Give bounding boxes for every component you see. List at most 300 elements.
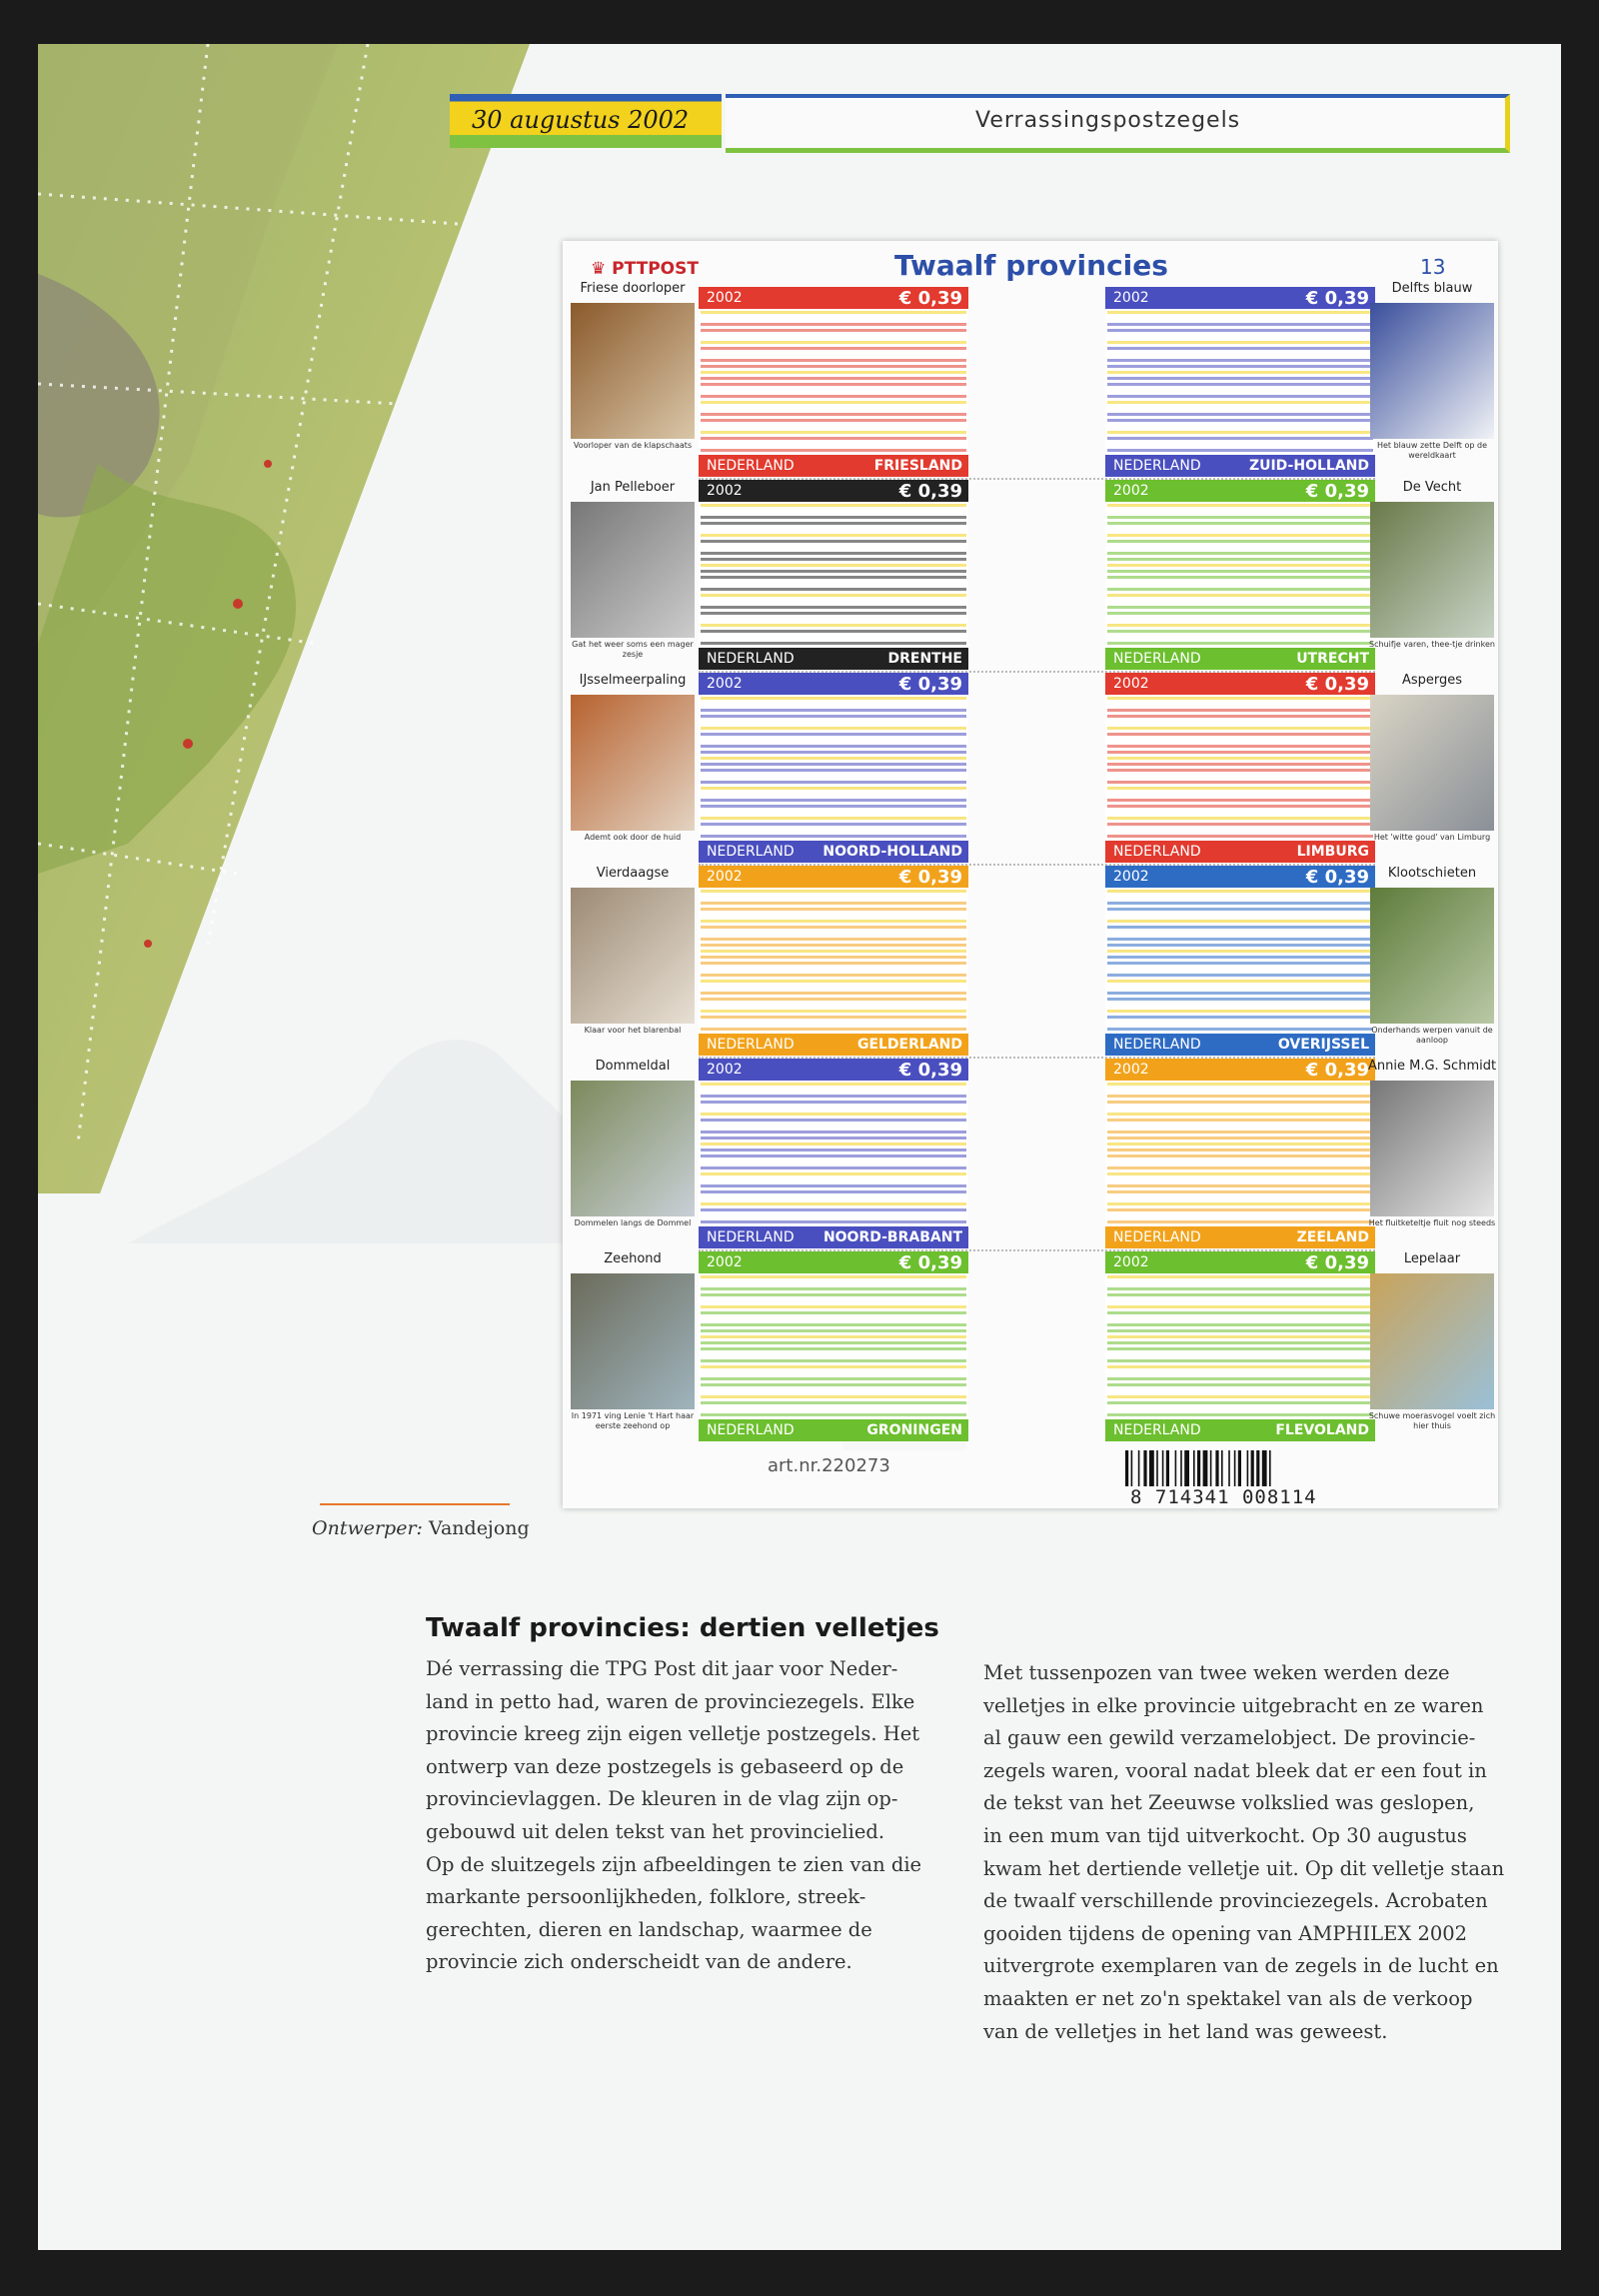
stamp-value: € 0,39 xyxy=(1305,288,1369,309)
stamp-text-line xyxy=(701,1401,966,1404)
barcode-bar xyxy=(1269,1450,1271,1486)
stamp-limburg xyxy=(1105,673,1375,863)
stamp-province: FRIESLAND xyxy=(873,458,962,474)
stamp-country: NEDERLAND xyxy=(707,651,795,667)
stamp-text-line xyxy=(701,624,966,627)
stamp-bottom-band xyxy=(1105,455,1375,477)
designer-name: Vandejong xyxy=(428,1517,530,1539)
stamp-text-line xyxy=(1107,552,1373,555)
stamp-text-line xyxy=(1107,443,1373,446)
side-tab-title: Friese doorloper xyxy=(580,281,686,296)
stamp-drenthe xyxy=(699,480,968,670)
stamp-text-line xyxy=(701,1293,966,1296)
stamp-text-line xyxy=(1107,401,1373,404)
stamp-text-line xyxy=(1107,902,1373,905)
stamp-text-line xyxy=(701,902,966,905)
stamp-text-flag-design xyxy=(699,695,968,841)
article-line: gooiden tijdens de opening van AMPHILEX 2002 xyxy=(983,1921,1468,1945)
article-line: markante persoonlijkheden, folklore, streek- xyxy=(426,1885,866,1909)
side-tab-title: Klootschieten xyxy=(1387,866,1477,881)
stamp-text-line xyxy=(701,431,966,434)
stamp-text-line xyxy=(1107,1131,1373,1134)
perforation-line xyxy=(699,1249,1375,1251)
stamp-text-flag-design xyxy=(699,502,968,648)
stamp-value: € 0,39 xyxy=(1305,481,1369,502)
stamp-text-line xyxy=(1107,944,1373,947)
stamp-text-line xyxy=(701,1287,966,1290)
stamp-text-line xyxy=(1107,317,1373,320)
stamp-text-line xyxy=(1107,612,1373,615)
stamp-year: 2002 xyxy=(1113,1062,1149,1078)
side-tab-caption: Schuwe moerasvogel voelt zich hier thuis xyxy=(1368,1411,1496,1430)
stamp-text-line xyxy=(1107,1083,1373,1086)
stamp-text-flag-design xyxy=(1105,695,1375,841)
stamp-text-line xyxy=(701,992,966,995)
stamp-text-line xyxy=(701,413,966,416)
stamp-text-line xyxy=(1107,558,1373,561)
barcode-bar xyxy=(1175,1450,1177,1486)
stamp-text-line xyxy=(1107,956,1373,959)
stamp-text-line xyxy=(701,727,966,730)
side-tab-photo xyxy=(571,888,695,1024)
stamp-text-line xyxy=(701,1107,966,1110)
stamp-text-line xyxy=(1107,1275,1373,1278)
stamp-text-line xyxy=(1107,727,1373,730)
barcode-bar xyxy=(1247,1450,1249,1486)
stamp-province: LIMBURG xyxy=(1296,844,1369,860)
stamp-bottom-band xyxy=(1105,648,1375,670)
stamp-sheet xyxy=(563,241,1498,1508)
article-line: kwam het dertiende velletje uit. Op dit velletje staan xyxy=(983,1856,1505,1880)
stamp-text-line xyxy=(1107,1178,1373,1181)
stamp-text-line xyxy=(701,1131,966,1134)
perforation-line xyxy=(699,478,1375,480)
stamp-text-line xyxy=(1107,799,1373,802)
side-tab-caption: Het blauw zette Delft op de wereldkaart xyxy=(1376,441,1487,460)
stamp-province: UTRECHT xyxy=(1296,651,1369,667)
stamp-text-line xyxy=(701,1311,966,1314)
stamp-text-line xyxy=(701,552,966,555)
stamp-text-line xyxy=(1107,811,1373,814)
stamp-text-line xyxy=(701,1095,966,1098)
stamp-text-line xyxy=(1107,582,1373,585)
stamp-text-line xyxy=(701,401,966,404)
stamp-text-line xyxy=(701,1323,966,1326)
side-tab-photo xyxy=(1370,1081,1494,1216)
stamp-text-line xyxy=(1107,709,1373,712)
stamp-year: 2002 xyxy=(1113,869,1149,885)
stamp-text-line xyxy=(701,419,966,422)
stamp-text-line xyxy=(701,1305,966,1308)
stamp-text-line xyxy=(1107,757,1373,760)
side-tab-right_labels-2 xyxy=(1368,673,1496,863)
stamp-text-line xyxy=(701,938,966,941)
stamp-text-line xyxy=(1107,1028,1373,1031)
side-tab-right_labels-1 xyxy=(1368,480,1496,670)
stamp-country: NEDERLAND xyxy=(1113,1037,1201,1053)
stamp-text-line xyxy=(1107,534,1373,537)
stamp-text-line xyxy=(1107,932,1373,935)
stamp-text-line xyxy=(1107,745,1373,748)
stamp-noord-brabant xyxy=(699,1059,968,1248)
stamp-text-line xyxy=(701,733,966,736)
stamp-text-line xyxy=(701,365,966,368)
stamp-text-line xyxy=(701,703,966,706)
stamp-country: NEDERLAND xyxy=(1113,1422,1201,1438)
stamp-text-line xyxy=(1107,425,1373,428)
side-tab-right_labels-3 xyxy=(1368,866,1496,1056)
side-tab-caption: Onderhands werpen vanuit de aanloop xyxy=(1371,1026,1493,1045)
sheet-logo-text: PTTPOST xyxy=(612,259,699,279)
stamp-text-line xyxy=(1107,914,1373,917)
stamp-text-line xyxy=(701,510,966,513)
stamp-text-line xyxy=(1107,769,1373,772)
stamp-text-line xyxy=(701,1359,966,1362)
stamp-text-line xyxy=(1107,1202,1373,1205)
stamp-noord-holland xyxy=(699,673,968,863)
stamp-text-line xyxy=(701,570,966,573)
stamp-text-line xyxy=(701,504,966,507)
stamp-text-line xyxy=(701,407,966,410)
stamp-text-line xyxy=(701,799,966,802)
stamp-text-line xyxy=(1107,980,1373,983)
stamp-text-line xyxy=(701,1275,966,1278)
stamp-text-line xyxy=(1107,787,1373,790)
stamp-text-line xyxy=(701,449,966,452)
stamp-text-line xyxy=(701,956,966,959)
side-tab-title: Asperges xyxy=(1401,673,1463,688)
stamp-text-line xyxy=(1107,329,1373,332)
stamp-text-line xyxy=(1107,805,1373,808)
side-tab-caption: In 1971 ving Lenie 't Hart haar eerste zeehond op xyxy=(571,1411,695,1430)
stamp-text-line xyxy=(701,697,966,700)
stamp-text-line xyxy=(1107,1341,1373,1344)
stamp-text-line xyxy=(701,1172,966,1175)
article-column-2 xyxy=(983,1657,1523,2048)
stamp-text-line xyxy=(1107,1317,1373,1320)
side-tab-title: Dommeldal xyxy=(595,1059,671,1074)
stamp-text-line xyxy=(701,968,966,971)
article-line: de tekst van het Zeeuwse volkslied was geslopen, xyxy=(983,1791,1475,1815)
stamp-text-line xyxy=(1107,763,1373,766)
stamp-top-band xyxy=(1105,1251,1375,1273)
stamp-top-band xyxy=(699,1251,968,1273)
stamp-text-line xyxy=(701,600,966,603)
stamp-text-line xyxy=(701,588,966,591)
stamp-text-line xyxy=(1107,1407,1373,1410)
stamp-text-line xyxy=(1107,413,1373,416)
stamp-text-line xyxy=(701,745,966,748)
stamp-text-line xyxy=(701,383,966,386)
stamp-country: NEDERLAND xyxy=(707,844,795,860)
stamp-zeeland xyxy=(1105,1059,1375,1248)
barcode-number: 8 714341 008114 xyxy=(1130,1486,1317,1508)
header-title: Verrassingspostzegels xyxy=(975,108,1241,133)
side-tab-right_labels-4 xyxy=(1368,1059,1496,1248)
stamp-groningen xyxy=(699,1251,968,1441)
stamp-text-line xyxy=(701,1281,966,1284)
stamp-text-line xyxy=(1107,1413,1373,1416)
stamp-top-band xyxy=(699,1059,968,1081)
side-tab-title: Zeehond xyxy=(604,1251,662,1266)
header-date-band xyxy=(450,94,722,148)
article-line: uitvergrote exemplaren van de zegels in de lucht en xyxy=(983,1954,1499,1978)
ptt-post-logo xyxy=(591,259,699,279)
stamp-text-line xyxy=(701,1143,966,1146)
stamp-text-line xyxy=(701,1083,966,1086)
stamp-value: € 0,39 xyxy=(898,288,962,309)
stamp-text-line xyxy=(701,1184,966,1187)
side-tab-photo xyxy=(571,303,695,439)
stamp-text-line xyxy=(1107,1089,1373,1092)
stamp-text-line xyxy=(1107,570,1373,573)
perforation-line xyxy=(699,671,1375,673)
stamp-text-line xyxy=(1107,697,1373,700)
side-tab-photo xyxy=(1370,888,1494,1024)
stamp-text-line xyxy=(1107,359,1373,362)
stamp-text-line xyxy=(1107,395,1373,398)
stamp-text-line xyxy=(1107,703,1373,706)
stamp-text-line xyxy=(1107,974,1373,977)
side-tab-caption: Het fluitketeltje fluit nog steeds xyxy=(1368,1218,1496,1227)
stamp-text-line xyxy=(701,1101,966,1104)
stamp-text-line xyxy=(701,920,966,923)
stamp-text-line xyxy=(701,908,966,911)
stamp-text-line xyxy=(1107,1154,1373,1157)
article-line: land in petto had, waren de provinciezegels. Elke xyxy=(426,1689,915,1713)
stamp-text-line xyxy=(701,932,966,935)
stamp-text-flag-design xyxy=(699,309,968,455)
stamp-text-line xyxy=(1107,998,1373,1001)
side-tab-title: Annie M.G. Schmidt xyxy=(1368,1059,1497,1074)
barcode-bar xyxy=(1125,1450,1128,1486)
barcode-bar xyxy=(1184,1450,1189,1486)
stamp-text-line xyxy=(1107,1395,1373,1398)
side-tab-photo xyxy=(1370,695,1494,831)
stamp-text-line xyxy=(1107,1137,1373,1140)
article-line: Op de sluitzegels zijn afbeeldingen te zien van die xyxy=(426,1852,922,1876)
article-number: art.nr.220273 xyxy=(768,1455,890,1476)
stamp-text-line xyxy=(1107,1148,1373,1151)
stamp-bottom-band xyxy=(1105,841,1375,863)
stamp-province: ZEELAND xyxy=(1296,1229,1369,1245)
stamp-text-line xyxy=(1107,1389,1373,1392)
article-line: al gauw een gewild verzamelobject. De provincie- xyxy=(983,1726,1476,1750)
side-tab-photo xyxy=(1370,502,1494,638)
stamp-bottom-band xyxy=(1105,1419,1375,1441)
stamp-text-line xyxy=(701,1377,966,1380)
stamp-text-line xyxy=(701,739,966,742)
stamp-text-line xyxy=(701,1371,966,1374)
stamp-text-line xyxy=(701,371,966,374)
stamp-text-flag-design xyxy=(1105,888,1375,1034)
stamp-text-line xyxy=(1107,389,1373,392)
stamp-text-line xyxy=(1107,546,1373,549)
stamp-text-line xyxy=(1107,1095,1373,1098)
side-tab-photo xyxy=(571,1081,695,1216)
barcode-bar xyxy=(1203,1450,1208,1486)
side-tab-left_labels-4 xyxy=(569,1059,697,1248)
barcode-bar xyxy=(1197,1450,1200,1486)
stamp-text-line xyxy=(701,1016,966,1019)
sheet-number: 13 xyxy=(1420,255,1446,279)
stamp-bottom-band xyxy=(1105,1034,1375,1056)
stamp-text-line xyxy=(701,914,966,917)
article-line: de twaalf verschillende provinciezegels. Acrobaten xyxy=(983,1889,1488,1913)
stamp-value: € 0,39 xyxy=(898,867,962,888)
stamp-text-line xyxy=(701,1353,966,1356)
side-tab-title: IJsselmeerpaling xyxy=(579,673,687,688)
stamp-text-line xyxy=(1107,510,1373,513)
stamp-zuid-holland xyxy=(1105,287,1375,477)
stamp-text-line xyxy=(701,437,966,440)
stamp-text-line xyxy=(701,890,966,893)
stamp-text-line xyxy=(1107,823,1373,826)
stamp-value: € 0,39 xyxy=(898,481,962,502)
side-tab-title: Delfts blauw xyxy=(1391,281,1473,296)
barcode-bar xyxy=(1262,1450,1267,1486)
barcode-bar xyxy=(1149,1450,1154,1486)
barcode-bar xyxy=(1215,1450,1218,1486)
stamp-text-line xyxy=(1107,630,1373,633)
stamp-text-line xyxy=(1107,962,1373,965)
stamp-value: € 0,39 xyxy=(898,1060,962,1081)
stamp-text-line xyxy=(701,1113,966,1116)
barcode-bar xyxy=(1251,1450,1254,1486)
stamp-bottom-band xyxy=(699,1419,968,1441)
stamp-text-flag-design xyxy=(699,888,968,1034)
stamp-text-line xyxy=(701,546,966,549)
album-page xyxy=(38,44,1561,2250)
stamp-text-line xyxy=(1107,1371,1373,1374)
stamp-text-flag-design xyxy=(699,1273,968,1419)
stamp-province: ZUID-HOLLAND xyxy=(1248,458,1369,474)
stamp-text-line xyxy=(701,950,966,953)
stamp-text-line xyxy=(1107,383,1373,386)
stamp-text-line xyxy=(701,1010,966,1013)
article-line: ontwerp van deze postzegels is gebaseerd op de xyxy=(426,1754,904,1778)
stamp-text-line xyxy=(701,377,966,380)
stamp-text-line xyxy=(1107,624,1373,627)
stamp-bottom-band xyxy=(699,841,968,863)
stamp-text-line xyxy=(1107,528,1373,531)
stamp-text-line xyxy=(1107,739,1373,742)
stamp-year: 2002 xyxy=(707,1062,743,1078)
stamp-friesland xyxy=(699,287,968,477)
stamp-text-line xyxy=(1107,1172,1373,1175)
stamp-bottom-band xyxy=(699,648,968,670)
stamp-text-line xyxy=(1107,715,1373,718)
stamp-top-band xyxy=(699,480,968,502)
stamp-text-line xyxy=(701,974,966,977)
stamp-text-line xyxy=(701,1089,966,1092)
stamp-text-line xyxy=(701,341,966,344)
barcode-bar xyxy=(1180,1450,1182,1486)
barcode-bar xyxy=(1156,1450,1158,1486)
stamp-text-line xyxy=(1107,431,1373,434)
stamp-text-line xyxy=(701,347,966,350)
side-tab-title: Lepelaar xyxy=(1403,1251,1461,1266)
stamp-text-line xyxy=(1107,1347,1373,1350)
stamp-text-line xyxy=(701,522,966,525)
stamp-country: NEDERLAND xyxy=(707,1229,795,1245)
barcode-bar xyxy=(1193,1450,1195,1486)
stamp-text-line xyxy=(1107,733,1373,736)
stamp-text-line xyxy=(1107,504,1373,507)
stamp-text-line xyxy=(1107,1160,1373,1163)
stamp-year: 2002 xyxy=(707,290,743,306)
barcode-bar xyxy=(1162,1450,1164,1486)
stamp-text-line xyxy=(1107,311,1373,314)
stamp-text-line xyxy=(1107,793,1373,796)
stamp-text-line xyxy=(701,1154,966,1157)
stamp-text-line xyxy=(701,1407,966,1410)
stamp-text-line xyxy=(701,618,966,621)
header-date: 30 augustus 2002 xyxy=(472,106,690,134)
article-line: in een mum van tijd uitverkocht. Op 30 augustus xyxy=(983,1823,1467,1847)
stamp-text-line xyxy=(701,1389,966,1392)
stamp-text-line xyxy=(701,817,966,820)
side-tab-title: Vierdaagse xyxy=(596,866,670,881)
side-tab-left_labels-3 xyxy=(569,866,697,1056)
stamp-text-line xyxy=(701,1299,966,1302)
stamp-text-line xyxy=(701,793,966,796)
article-line: Met tussenpozen van twee weken werden deze xyxy=(983,1661,1450,1684)
stamp-text-line xyxy=(701,1119,966,1122)
stamp-text-line xyxy=(1107,600,1373,603)
stamp-bottom-band xyxy=(1105,1226,1375,1248)
stamp-text-line xyxy=(1107,908,1373,911)
side-tab-photo xyxy=(571,1273,695,1409)
stamp-text-line xyxy=(701,630,966,633)
side-tab-left_labels-0 xyxy=(569,281,697,471)
stamp-value: € 0,39 xyxy=(1305,674,1369,695)
article-line: gerechten, dieren en landschap, waarmee de xyxy=(426,1917,872,1941)
stamp-country: NEDERLAND xyxy=(1113,651,1201,667)
stamp-text-line xyxy=(701,564,966,567)
stamp-year: 2002 xyxy=(707,1254,743,1270)
stamp-text-line xyxy=(701,1166,966,1169)
stamp-country: NEDERLAND xyxy=(1113,458,1201,474)
stamp-country: NEDERLAND xyxy=(707,1037,795,1053)
stamp-text-line xyxy=(1107,1190,1373,1193)
stamp-text-line xyxy=(1107,1184,1373,1187)
stamp-bottom-band xyxy=(699,455,968,477)
stamp-text-line xyxy=(701,1214,966,1217)
stamp-text-line xyxy=(701,636,966,639)
stamp-text-line xyxy=(1107,1383,1373,1386)
stamp-value: € 0,39 xyxy=(1305,1252,1369,1273)
stamp-text-line xyxy=(1107,986,1373,989)
stamp-text-line xyxy=(701,1125,966,1128)
stamp-text-line xyxy=(701,323,966,326)
side-tab-caption: Voorloper van de klapschaats xyxy=(573,441,693,450)
stamp-text-line xyxy=(1107,968,1373,971)
stamp-text-line xyxy=(701,642,966,645)
stamp-text-line xyxy=(1107,347,1373,350)
stamp-text-line xyxy=(701,582,966,585)
stamp-year: 2002 xyxy=(707,676,743,692)
stamp-text-line xyxy=(701,1220,966,1223)
stamp-text-line xyxy=(1107,1329,1373,1332)
stamp-text-line xyxy=(1107,1359,1373,1362)
side-tab-caption: Het 'witte goud' van Limburg xyxy=(1373,833,1491,842)
stamp-text-line xyxy=(1107,1377,1373,1380)
barcode-bar xyxy=(1210,1450,1212,1486)
stamp-text-line xyxy=(701,709,966,712)
stamp-text-line xyxy=(1107,449,1373,452)
stamp-text-line xyxy=(1107,371,1373,374)
